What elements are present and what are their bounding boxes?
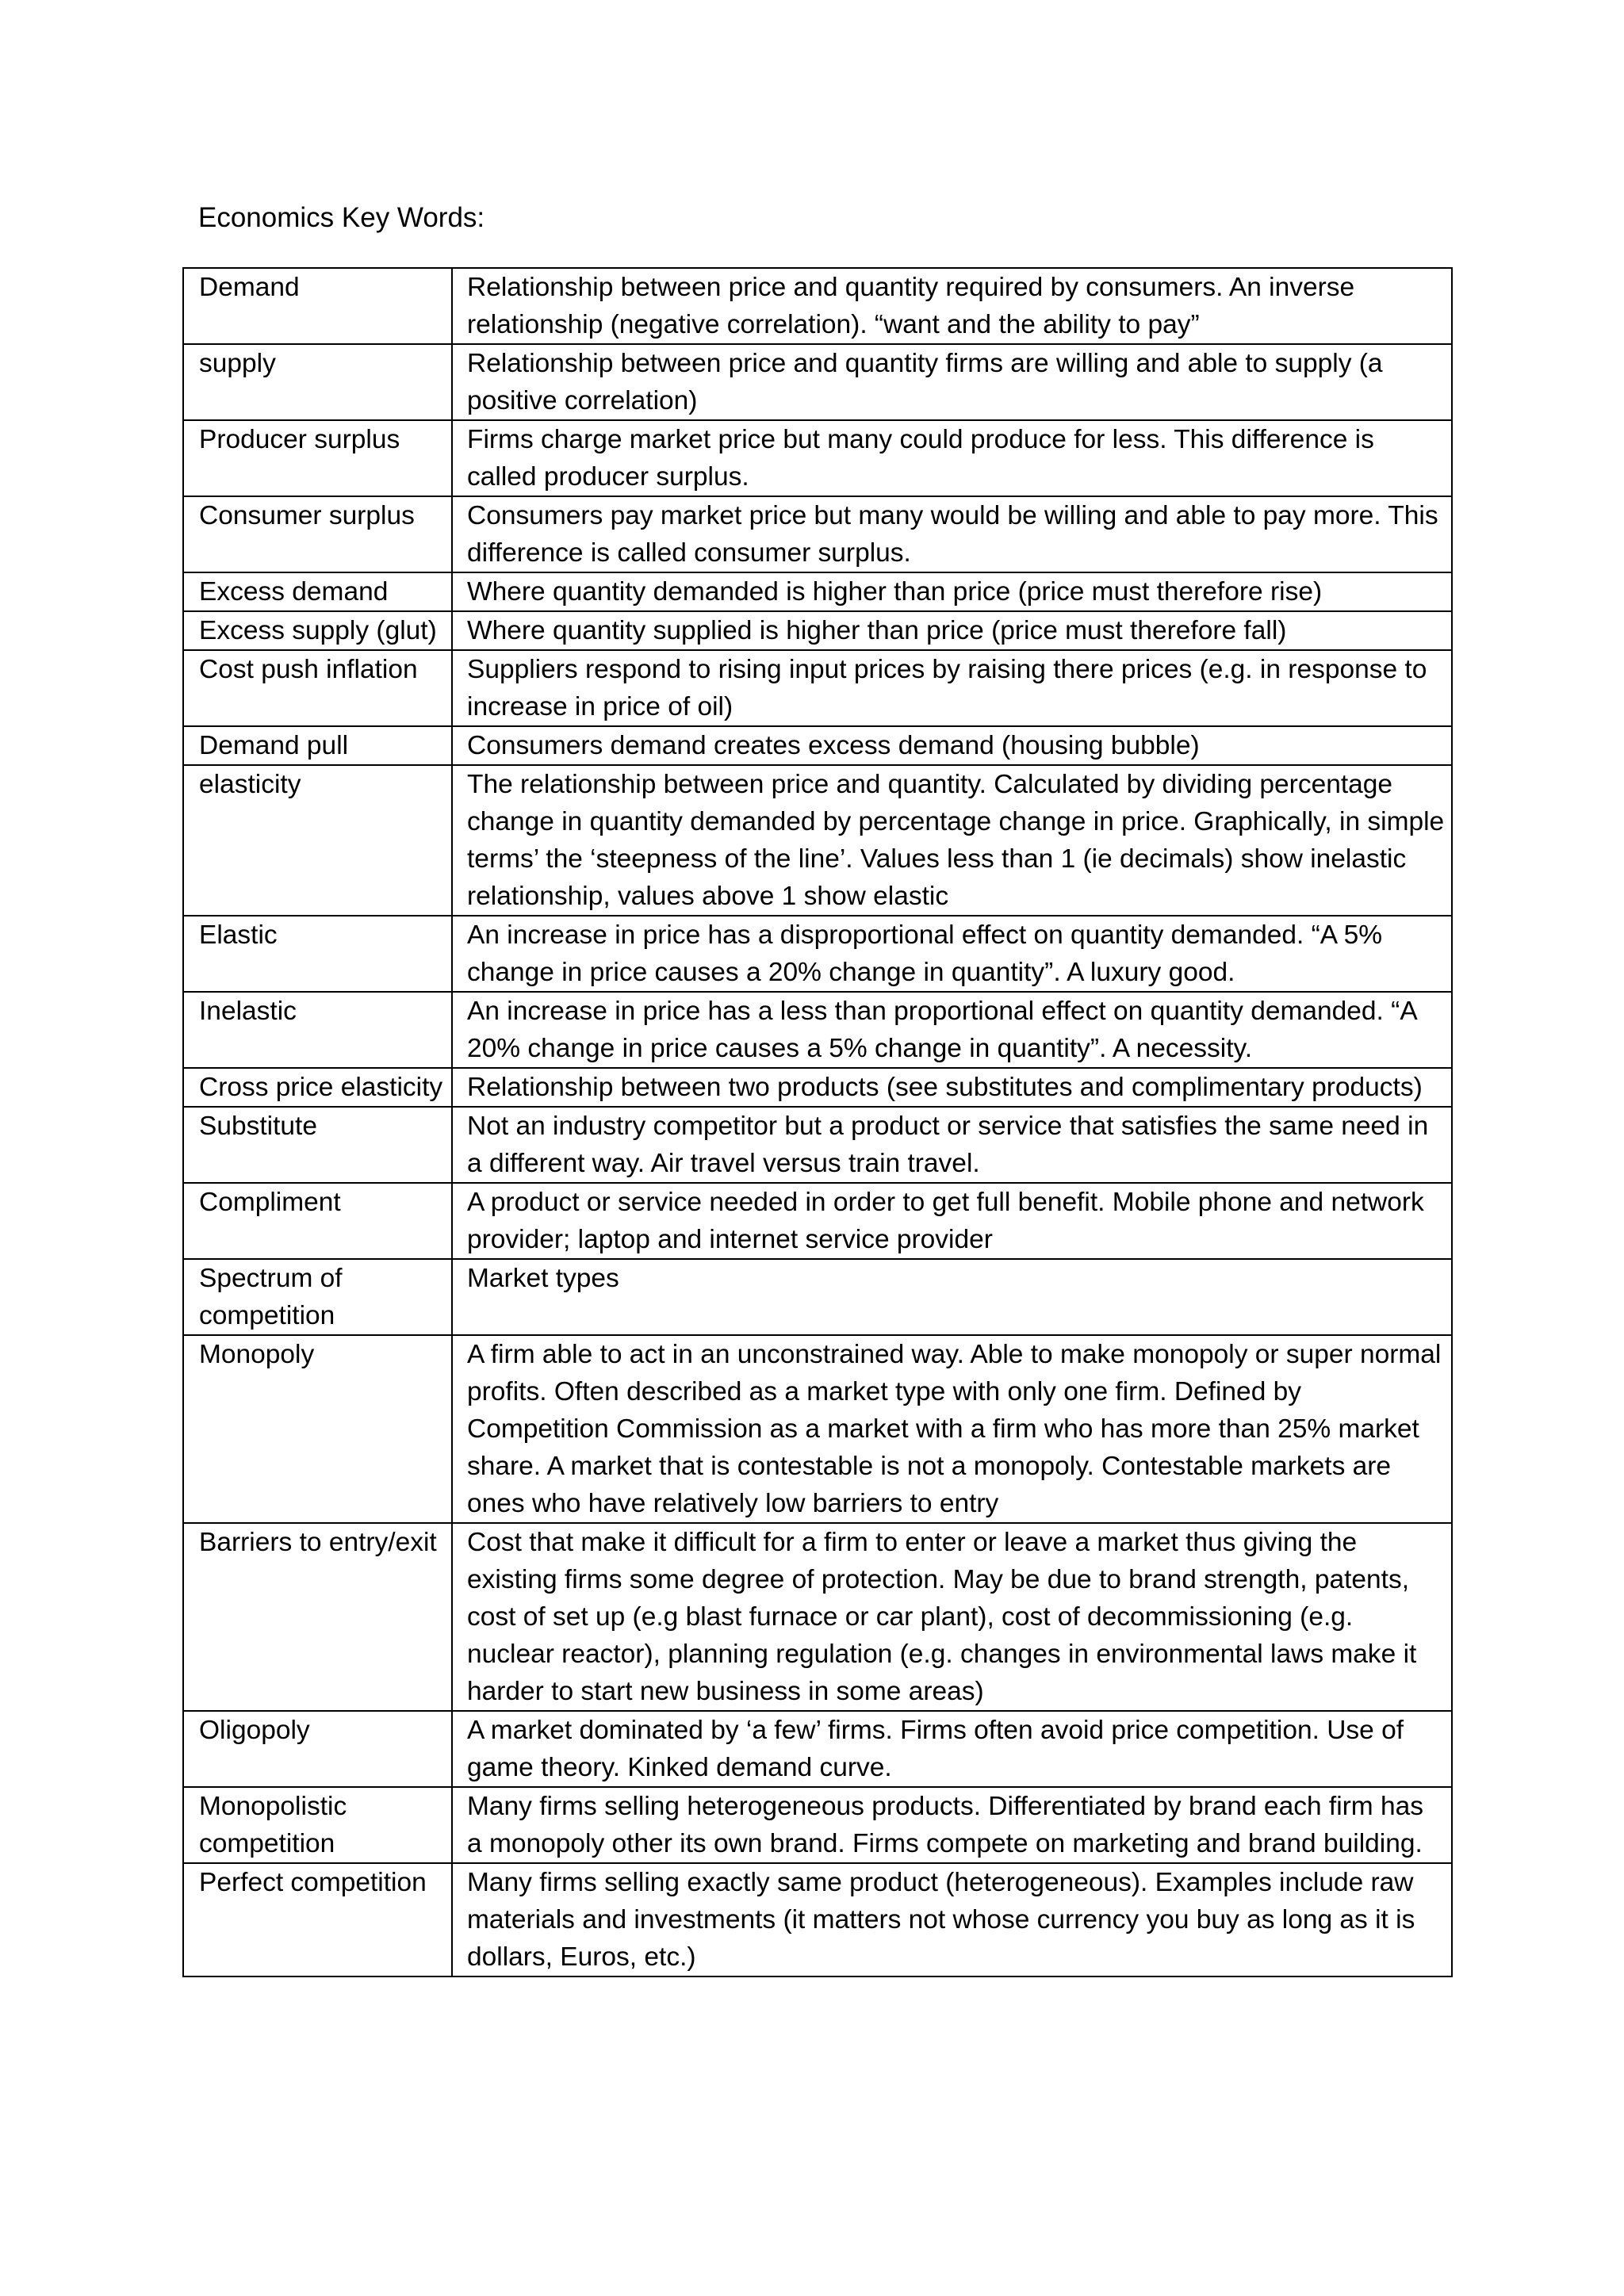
definition-cell: Where quantity demanded is higher than price (price must therefore rise) xyxy=(452,572,1452,611)
table-row xyxy=(183,420,1452,496)
term-cell: Cross price elasticity xyxy=(183,1068,452,1107)
term-cell: Spectrum of competition xyxy=(183,1259,452,1335)
term-cell: elasticity xyxy=(183,765,452,916)
table-row xyxy=(183,1711,1452,1787)
definition-cell: A market dominated by ‘a few’ firms. Firms often avoid price competition. Use of game theory. Kinked demand curve. xyxy=(452,1711,1452,1787)
definition-cell: Consumers demand creates excess demand (housing bubble) xyxy=(452,726,1452,765)
term-cell: Oligopoly xyxy=(183,1711,452,1787)
term-cell: Substitute xyxy=(183,1107,452,1183)
table-row xyxy=(183,1523,1452,1711)
definition-cell: A product or service needed in order to get full benefit. Mobile phone and network provider; laptop and internet service provider xyxy=(452,1183,1452,1259)
term-cell: Inelastic xyxy=(183,992,452,1068)
term-cell: Cost push inflation xyxy=(183,650,452,726)
definition-cell: Not an industry competitor but a product or service that satisfies the same need in a different way. Air travel versus train travel. xyxy=(452,1107,1452,1183)
term-cell: Compliment xyxy=(183,1183,452,1259)
definition-cell: Relationship between price and quantity firms are willing and able to supply (a positive correlation) xyxy=(452,344,1452,420)
definition-cell: Relationship between price and quantity required by consumers. An inverse relationship (negative correlation). “want and the ability to pay” xyxy=(452,268,1452,344)
table-row xyxy=(183,1107,1452,1183)
table-row xyxy=(183,611,1452,650)
definition-cell: Relationship between two products (see substitutes and complimentary products) xyxy=(452,1068,1452,1107)
definition-cell: An increase in price has a disproportional effect on quantity demanded. “A 5% change in price causes a 20% change in quantity”. A luxury good. xyxy=(452,916,1452,992)
definition-cell: Consumers pay market price but many would be willing and able to pay more. This difference is called consumer surplus. xyxy=(452,496,1452,572)
definition-cell: Market types xyxy=(452,1259,1452,1335)
table-row xyxy=(183,726,1452,765)
term-cell: Elastic xyxy=(183,916,452,992)
term-cell: Monopoly xyxy=(183,1335,452,1523)
table-row xyxy=(183,344,1452,420)
term-cell: Monopolistic competition xyxy=(183,1787,452,1863)
table-row xyxy=(183,916,1452,992)
term-cell: Excess demand xyxy=(183,572,452,611)
definition-cell: Where quantity supplied is higher than price (price must therefore fall) xyxy=(452,611,1452,650)
definition-cell: Cost that make it difficult for a firm to enter or leave a market thus giving the existing firms some degree of protection. May be due to brand strength, patents, cost of set up (e.g blast furnace or car plant), cost of decommissioning (e.g. nuclear reactor), planning regulation (e.g. changes in environmental laws make it harder to start new business in some areas) xyxy=(452,1523,1452,1711)
table-row xyxy=(183,1863,1452,1976)
table-row xyxy=(183,650,1452,726)
table-row xyxy=(183,496,1452,572)
term-cell: Demand xyxy=(183,268,452,344)
definition-cell: Suppliers respond to rising input prices by raising there prices (e.g. in response to increase in price of oil) xyxy=(452,650,1452,726)
definition-cell: Many firms selling heterogeneous products. Differentiated by brand each firm has a monopoly other its own brand. Firms compete on marketing and brand building. xyxy=(452,1787,1452,1863)
term-cell: Barriers to entry/exit xyxy=(183,1523,452,1711)
definition-cell: Firms charge market price but many could produce for less. This difference is called producer surplus. xyxy=(452,420,1452,496)
table-row xyxy=(183,765,1452,916)
table-row xyxy=(183,268,1452,344)
table-row xyxy=(183,1183,1452,1259)
definition-cell: A firm able to act in an unconstrained way. Able to make monopoly or super normal profits. Often described as a market type with only one firm. Defined by Competition Commission as a market with a firm who has more than 25% market share. A market that is contestable is not a monopoly. Contestable markets are ones who have relatively low barriers to entry xyxy=(452,1335,1452,1523)
term-cell: Consumer surplus xyxy=(183,496,452,572)
table-row xyxy=(183,1068,1452,1107)
term-cell: Excess supply (glut) xyxy=(183,611,452,650)
term-cell: supply xyxy=(183,344,452,420)
table-row xyxy=(183,992,1452,1068)
term-cell: Producer surplus xyxy=(183,420,452,496)
definition-cell: An increase in price has a less than proportional effect on quantity demanded. “A 20% change in price causes a 5% change in quantity”. A necessity. xyxy=(452,992,1452,1068)
table-row xyxy=(183,1787,1452,1863)
definition-cell: The relationship between price and quantity. Calculated by dividing percentage change in quantity demanded by percentage change in price. Graphically, in simple terms’ the ‘steepness of the line’. Values less than 1 (ie decimals) show inelastic relationship, values above 1 show elastic xyxy=(452,765,1452,916)
table-row xyxy=(183,572,1452,611)
page-title: Economics Key Words: xyxy=(198,202,485,233)
term-cell: Demand pull xyxy=(183,726,452,765)
term-cell: Perfect competition xyxy=(183,1863,452,1976)
table-row xyxy=(183,1259,1452,1335)
glossary-table xyxy=(182,267,1453,1977)
definition-cell: Many firms selling exactly same product (heterogeneous). Examples include raw materials and investments (it matters not whose currency you buy as long as it is dollars, Euros, etc.) xyxy=(452,1863,1452,1976)
table-row xyxy=(183,1335,1452,1523)
